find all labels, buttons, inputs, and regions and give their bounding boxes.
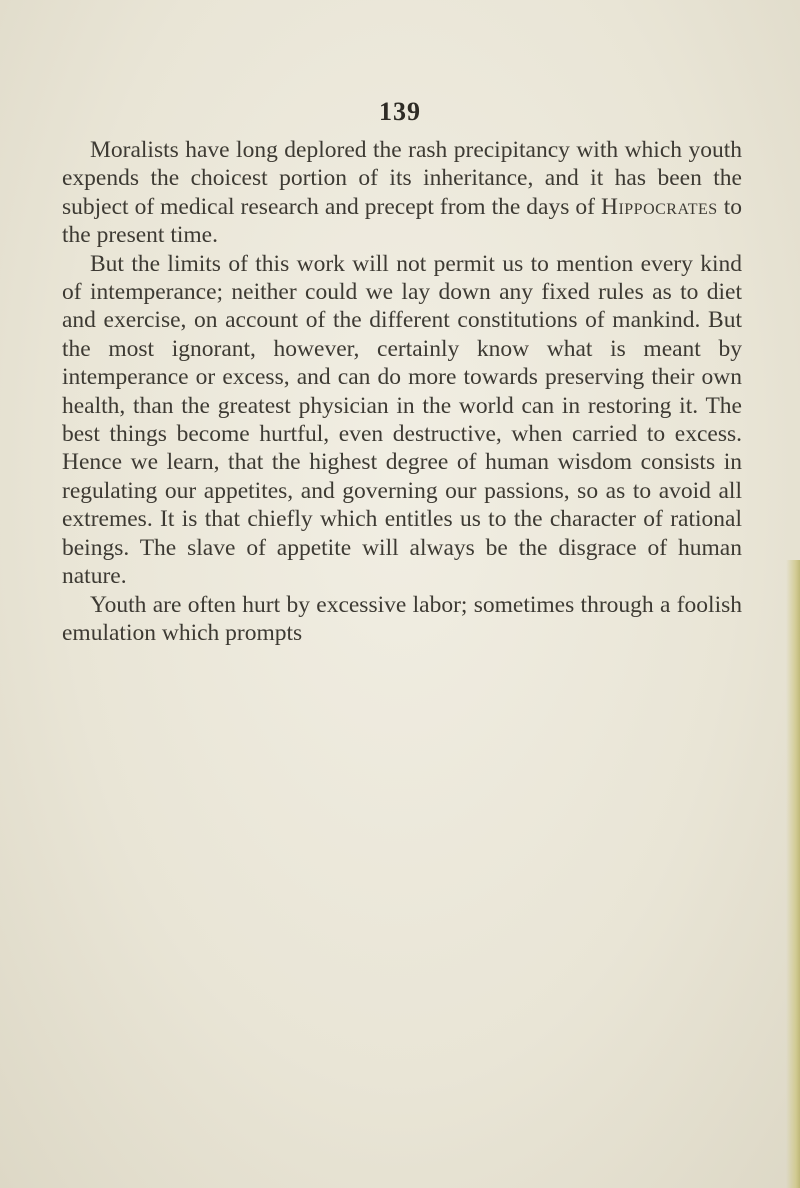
page-edge-discoloration [786, 560, 800, 1188]
paragraph-2: But the limits of this work will not permit us to mention every kind of intemperance; neither could we lay down any fixed rules as to diet and exercise, on account of the different constitutions of mankind. But the most ignorant, however, certainly know what is meant by intemperance or excess, and can do more towards preserving their own health, than the greatest physician in the world can in restoring it. The best things become hurtful, even destructive, when carried to excess. Hence we learn, that the highest degree of human wisdom consists in regulating our appetites, and governing our passions, so as to avoid all extremes. It is that chiefly which entitles us to the character of rational beings. The slave of appetite will always be the disgrace of human nature. [62, 250, 742, 590]
paragraph-1-text-start: Moralists have long deplored the rash precipitancy with which youth expends the choicest portion of its inheritance, and it has been the subject of medical research and precept from the days of [62, 137, 742, 220]
paragraph-1-text-end: to the present time. [62, 193, 743, 249]
paragraph-1 [62, 136, 742, 250]
paragraph-3: Youth are often hurt by excessive labor; sometimes through a foolish emulation which prompts [62, 591, 742, 646]
name-hippocrates: Hippocrates [600, 193, 718, 220]
body-text [62, 136, 742, 647]
page-number: 139 [379, 97, 421, 126]
